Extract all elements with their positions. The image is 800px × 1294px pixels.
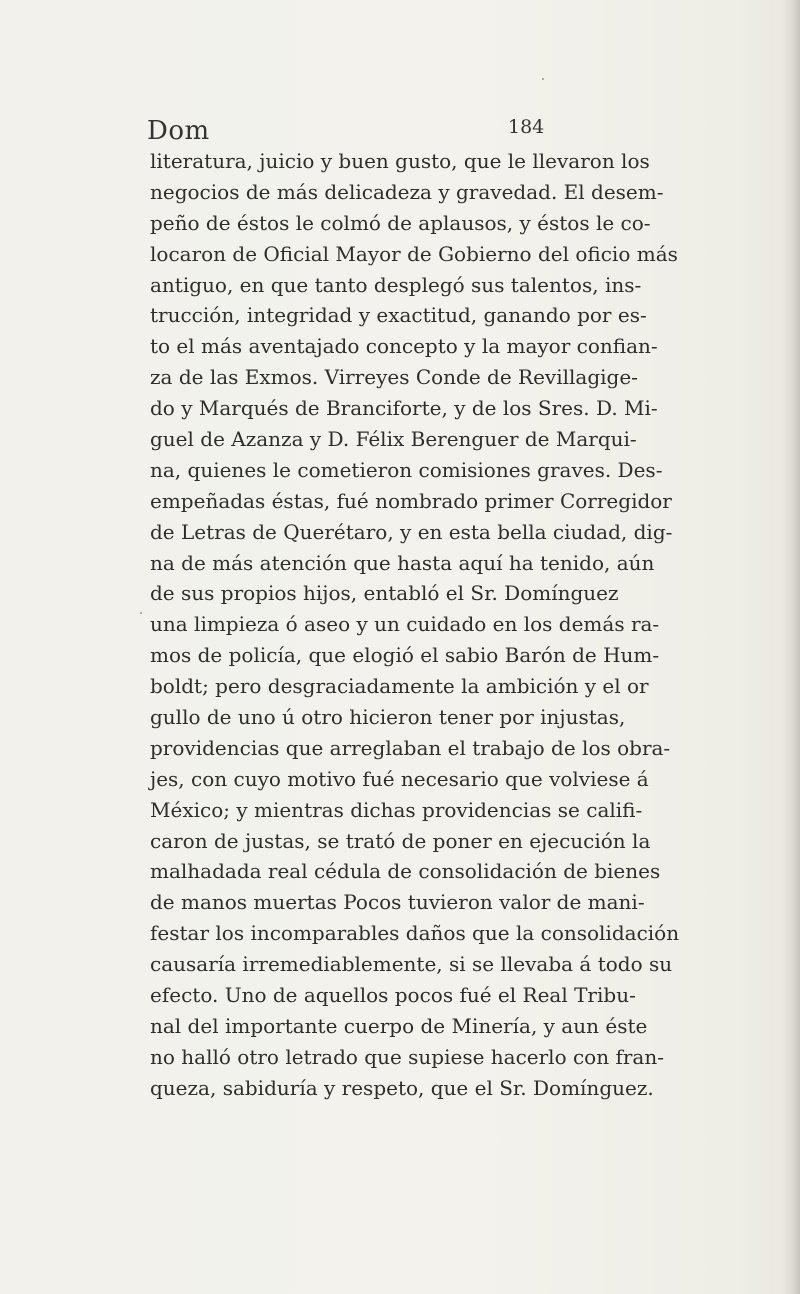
- body-text: [150, 146, 770, 1104]
- text-line: locaron de Oficial Mayor de Gobierno del oficio más: [150, 241, 678, 266]
- text-line: na, quienes le cometieron comisiones graves. Des-: [150, 457, 663, 482]
- text-line: boldt; pero desgraciadamente la ambición y el or: [150, 674, 649, 699]
- text-line: na de más atención que hasta aquí ha tenido, aún: [150, 550, 655, 575]
- text-line: antiguo, en que tanto desplegó sus talentos, ins-: [150, 272, 642, 297]
- text-line: queza, sabiduría y respeto, que el Sr. Domínguez.: [150, 1075, 654, 1100]
- text-line: caron de justas, se trató de poner en ejecución la: [150, 828, 651, 853]
- text-line: guel de Azanza y D. Félix Berenguer de Marqui-: [150, 427, 637, 452]
- text-line: efecto. Uno de aquellos pocos fué el Real Tribu-: [150, 983, 636, 1008]
- text-line: literatura, juicio y buen gusto, que le llevaron los: [150, 149, 650, 173]
- text-line: causaría irremediablemente, si se llevaba á todo su: [150, 952, 673, 977]
- text-line: za de las Exmos. Virreyes Conde de Revillagige-: [150, 365, 638, 390]
- text-line: gullo de uno ú otro hicieron tener por injustas,: [150, 705, 626, 730]
- page-edge-shadow: [782, 0, 800, 1294]
- text-line: de Letras de Querétaro, y en esta bella ciudad, dig-: [150, 519, 673, 544]
- text-line: festar los incomparables daños que la consolidación: [150, 921, 680, 946]
- text-line: jes, con cuyo motivo fué necesario que volviese á: [150, 766, 649, 791]
- paper-speck: [542, 78, 544, 80]
- text-line: to el más aventajado concepto y la mayor confian-: [150, 334, 658, 359]
- paper-speck: [140, 612, 142, 614]
- text-line: do y Marqués de Branciforte, y de los Sres. D. Mi-: [150, 396, 658, 421]
- text-line: trucción, integridad y exactitud, ganando por es-: [150, 303, 647, 328]
- text-line: de manos muertas Pocos tuvieron valor de mani-: [150, 890, 645, 915]
- page-number: 184: [508, 116, 545, 138]
- text-line: negocios de más delicadeza y gravedad. El desem-: [150, 179, 664, 204]
- text-line: malhadada real cédula de consolidación de bienes: [150, 859, 661, 884]
- text-line: empeñadas éstas, fué nombrado primer Corregidor: [150, 488, 672, 513]
- text-line: mos de policía, que elogió el sabio Barón de Hum-: [150, 643, 660, 668]
- text-line: México; y mientras dichas providencias se califi-: [150, 797, 643, 822]
- text-line: no halló otro letrado que supiese hacerlo con fran-: [150, 1044, 664, 1069]
- text-line: de sus propios hijos, entabló el Sr. Domínguez: [150, 581, 619, 606]
- text-line: providencias que arreglaban el trabajo de los obra-: [150, 735, 671, 760]
- text-line: una limpieza ó aseo y un cuidado en los demás ra-: [150, 612, 660, 637]
- text-line: nal del importante cuerpo de Minería, y aun éste: [150, 1013, 648, 1038]
- text-line: peño de éstos le colmó de aplausos, y éstos le co-: [150, 210, 651, 235]
- running-head: Dom: [147, 116, 210, 146]
